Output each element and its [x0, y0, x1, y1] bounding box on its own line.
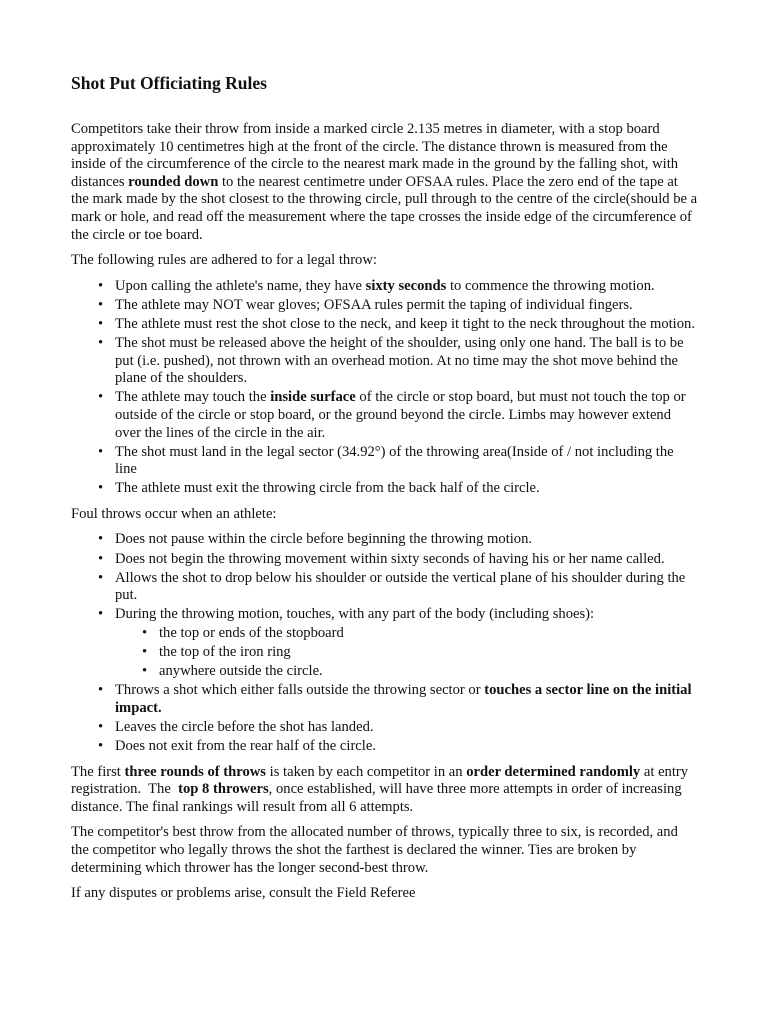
legal-intro: The following rules are adhered to for a legal throw:	[71, 252, 377, 269]
rounds-text: , once established, will have three more attempts in order of increasing distance. The final rankings will result from all 6 attempts.	[71, 781, 682, 815]
rule-text: Upon calling the athlete's name, they have	[115, 277, 366, 294]
rule-text: Throws a shot which either falls outside the throwing sector or	[115, 682, 485, 699]
list-item: • The athlete may NOT wear gloves; OFSAA rules permit the taping of individual fingers.	[115, 297, 698, 315]
list-item: • Allows the shot to drop below his shoulder or outside the vertical plane of his shoulder during the put.	[115, 570, 698, 605]
list-item: • Does not begin the throwing movement within sixty seconds of having his or her name called.	[115, 551, 698, 569]
rounds-text: The first	[71, 763, 125, 780]
intro-text-c: to the nearest centimetre under OFSAA rules. Place the zero end of the tape at the mark made by the shot closest to the throwing circle, pull through to the centre of the circle(should be a mark or hole, and read off the measurement where the tape crosses the inside edge of the circumference of the circle or toe board.	[71, 173, 698, 243]
rounds-bold: top 8 throwers	[178, 781, 269, 798]
rounds-bold: order determined randomly	[466, 763, 641, 780]
list-item	[115, 389, 698, 442]
list-item	[115, 682, 698, 717]
foul-sublist	[115, 625, 698, 681]
sub-list-item: • anywhere outside the circle.	[159, 663, 698, 681]
intro-paragraph	[71, 121, 698, 244]
list-item	[115, 278, 698, 296]
rounds-text: at entry registration. The	[71, 763, 692, 798]
list-item: • Leaves the circle before the shot has landed.	[115, 719, 698, 737]
intro-bold-rounded-down: rounded down	[128, 173, 219, 190]
rule-text: The athlete may touch the	[115, 389, 271, 406]
foul-intro: Foul throws occur when an athlete:	[71, 505, 277, 522]
rule-text: During the throwing motion, touches, with any part of the body (including shoes):	[115, 606, 595, 623]
sub-list-item: • the top of the iron ring	[159, 644, 698, 662]
rule-text: to commence the throwing motion.	[446, 277, 655, 294]
best-throw-paragraph: The competitor's best throw from the allocated number of throws, typically three to six, is recorded, and the competitor who legally throws the shot the farthest is declared the winner. Ties are broken by determining which thrower has the longer second-best throw.	[71, 824, 678, 876]
rule-bold: inside surface	[270, 389, 356, 406]
rounds-paragraph	[71, 764, 698, 817]
list-item: • Does not exit from the rear half of the circle.	[115, 738, 698, 756]
rounds-text: is taken by each competitor in an	[266, 763, 467, 780]
page-title: Shot Put Officiating Rules	[71, 73, 267, 93]
list-item: • Does not pause within the circle before beginning the throwing motion.	[115, 531, 698, 549]
disputes-paragraph: If any disputes or problems arise, consult the Field Referee	[71, 885, 416, 902]
list-item: • The shot must be released above the height of the shoulder, using only one hand. The ball is to be put (i.e. pushed), not thrown with an overhead motion. At no time may the shot move behind the plane of the shoulders.	[115, 335, 698, 388]
sub-list-item: • the top or ends of the stopboard	[159, 625, 698, 643]
intro-text-a: Competitors take their throw from inside a marked circle 2.135 metres in diameter, with a stop board approximately 10 centimetres high at the front of the circle. The distance thrown is measured from the inside of the circumference of the circle to the nearest mark made in the ground by the falling shot, with distances	[71, 121, 679, 190]
foul-rules-list	[71, 531, 698, 755]
list-item: • The athlete must exit the throwing circle from the back half of the circle.	[115, 480, 698, 498]
legal-rules-list	[71, 278, 698, 498]
rule-bold: touches a sector line on the initial impact.	[115, 682, 692, 716]
list-item: • The athlete must rest the shot close to the neck, and keep it tight to the neck throughout the motion.	[115, 316, 698, 334]
rounds-bold: three rounds of throws	[124, 763, 266, 780]
rule-bold: sixty seconds	[365, 277, 447, 294]
list-item: • The shot must land in the legal sector (34.92°) of the throwing area(Inside of / not including the line	[115, 444, 698, 479]
list-item	[115, 606, 698, 680]
rule-text: of the circle or stop board, but must not touch the top or outside of the circle or stop board, or the ground beyond the circle. Limbs may however extend over the lines of the circle in the air.	[115, 389, 686, 441]
